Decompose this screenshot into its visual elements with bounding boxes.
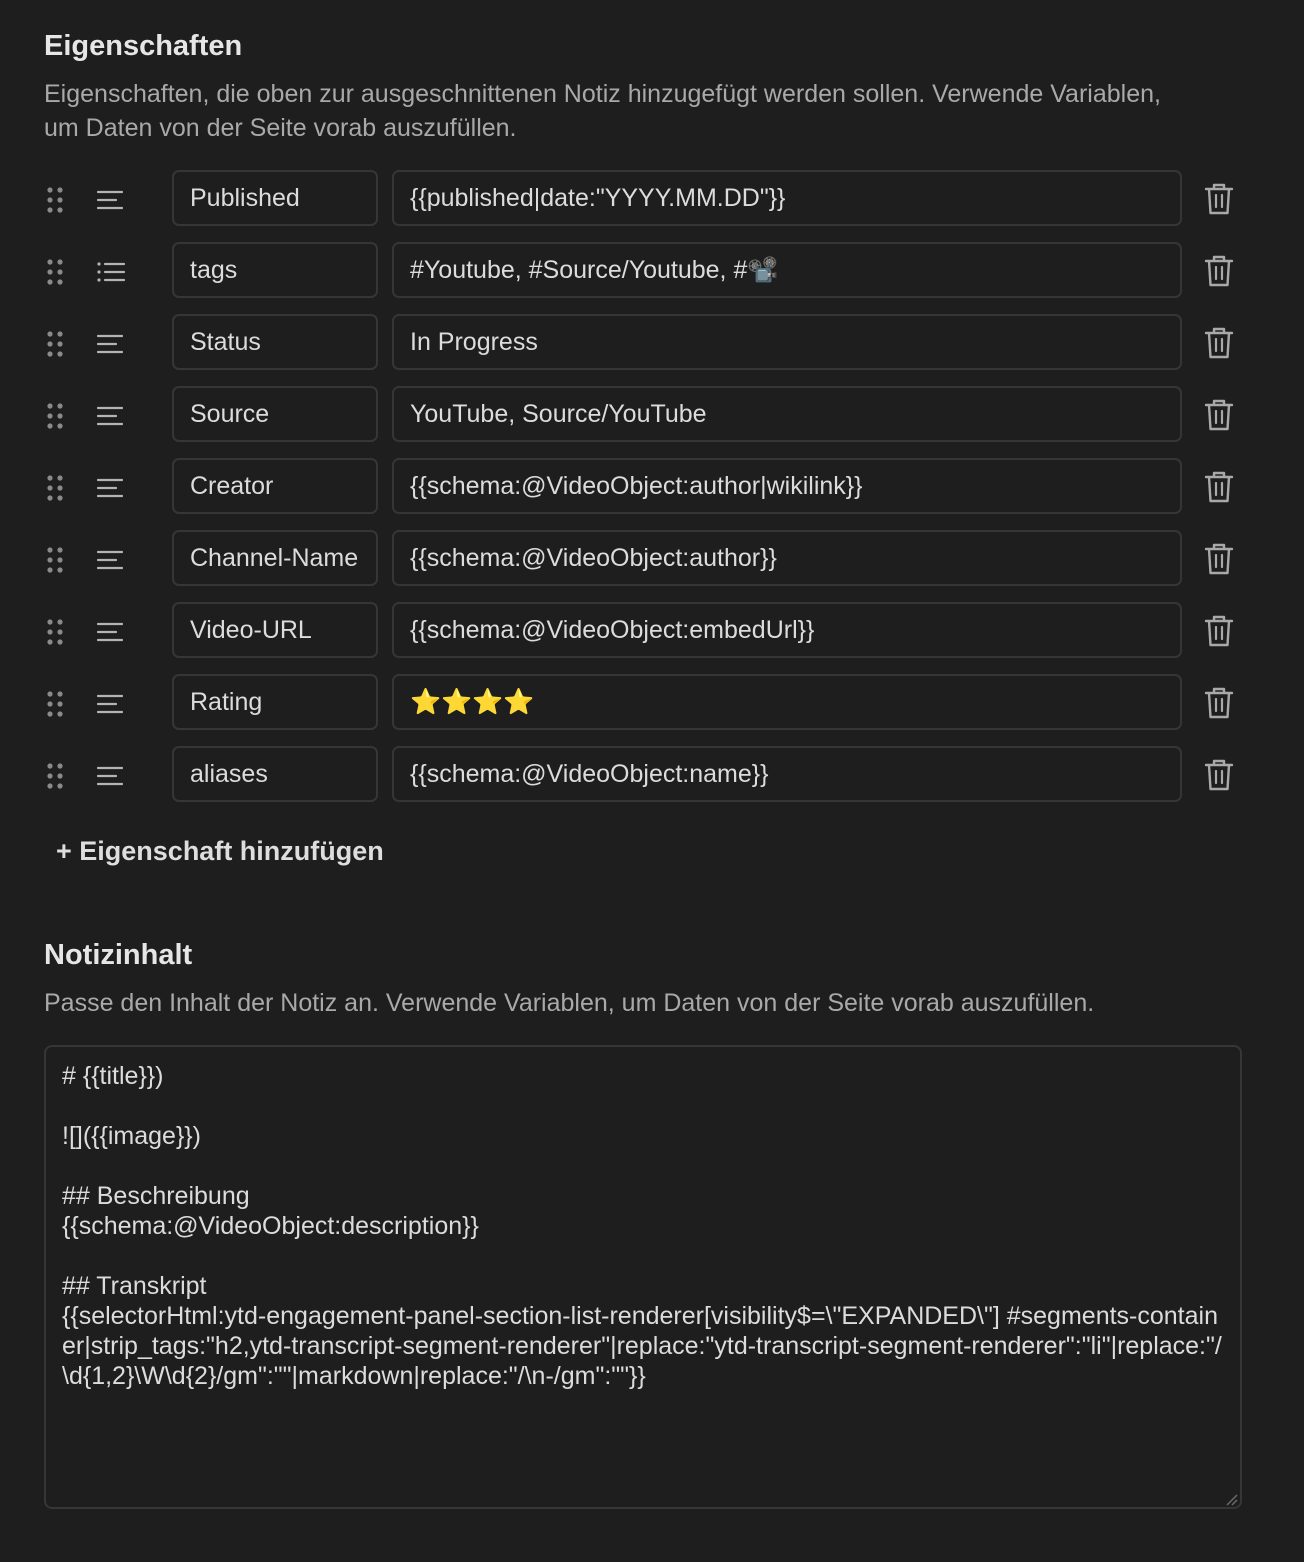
text-type-icon[interactable] bbox=[94, 760, 128, 792]
property-key-input[interactable] bbox=[172, 746, 378, 802]
text-type-icon[interactable] bbox=[94, 472, 128, 504]
property-key-input[interactable] bbox=[172, 530, 378, 586]
property-key-input[interactable] bbox=[172, 386, 378, 442]
property-value-input[interactable] bbox=[392, 386, 1182, 442]
property-row bbox=[0, 386, 1304, 446]
properties-section-title: Eigenschaften bbox=[44, 30, 243, 62]
property-value-input[interactable] bbox=[392, 746, 1182, 802]
property-row bbox=[0, 458, 1304, 518]
text-type-icon[interactable] bbox=[94, 544, 128, 576]
properties-section-description: Eigenschaften, die oben zur ausgeschnittenen Notiz hinzugefügt werden sollen. Verwende Variablen, um Daten von der Seite vorab auszufüllen. bbox=[44, 80, 1161, 142]
property-row bbox=[0, 530, 1304, 590]
property-row bbox=[0, 674, 1304, 734]
list-type-icon[interactable] bbox=[94, 256, 128, 288]
drag-handle-icon[interactable] bbox=[46, 690, 64, 718]
property-key-input[interactable] bbox=[172, 170, 378, 226]
property-value-input[interactable] bbox=[392, 530, 1182, 586]
property-key-input[interactable] bbox=[172, 458, 378, 514]
property-value-input[interactable] bbox=[392, 458, 1182, 514]
property-row bbox=[0, 170, 1304, 230]
trash-icon[interactable] bbox=[1203, 614, 1235, 648]
content-section-title: Notizinhalt bbox=[44, 939, 193, 971]
content-section-description: Passe den Inhalt der Notiz an. Verwende Variablen, um Daten von der Seite vorab auszufüllen. bbox=[44, 989, 1095, 1017]
trash-icon[interactable] bbox=[1203, 182, 1235, 216]
property-row bbox=[0, 314, 1304, 374]
drag-handle-icon[interactable] bbox=[46, 186, 64, 214]
trash-icon[interactable] bbox=[1203, 470, 1235, 504]
trash-icon[interactable] bbox=[1203, 398, 1235, 432]
trash-icon[interactable] bbox=[1203, 326, 1235, 360]
property-value-input[interactable] bbox=[392, 314, 1182, 370]
trash-icon[interactable] bbox=[1203, 542, 1235, 576]
property-key-input[interactable] bbox=[172, 242, 378, 298]
property-value-input[interactable] bbox=[392, 674, 1182, 730]
property-row bbox=[0, 746, 1304, 806]
property-row bbox=[0, 242, 1304, 302]
trash-icon[interactable] bbox=[1203, 758, 1235, 792]
property-value-input[interactable] bbox=[392, 242, 1182, 298]
property-key-input[interactable] bbox=[172, 314, 378, 370]
drag-handle-icon[interactable] bbox=[46, 618, 64, 646]
text-type-icon[interactable] bbox=[94, 688, 128, 720]
property-value-input[interactable] bbox=[392, 170, 1182, 226]
property-key-input[interactable] bbox=[172, 674, 378, 730]
text-type-icon[interactable] bbox=[94, 328, 128, 360]
text-type-icon[interactable] bbox=[94, 184, 128, 216]
text-type-icon[interactable] bbox=[94, 400, 128, 432]
property-key-input[interactable] bbox=[172, 602, 378, 658]
property-row bbox=[0, 602, 1304, 662]
text-type-icon[interactable] bbox=[94, 616, 128, 648]
drag-handle-icon[interactable] bbox=[46, 474, 64, 502]
note-content-textarea[interactable] bbox=[44, 1045, 1242, 1509]
trash-icon[interactable] bbox=[1203, 686, 1235, 720]
drag-handle-icon[interactable] bbox=[46, 402, 64, 430]
trash-icon[interactable] bbox=[1203, 254, 1235, 288]
drag-handle-icon[interactable] bbox=[46, 546, 64, 574]
property-value-input[interactable] bbox=[392, 602, 1182, 658]
drag-handle-icon[interactable] bbox=[46, 330, 64, 358]
drag-handle-icon[interactable] bbox=[46, 258, 64, 286]
drag-handle-icon[interactable] bbox=[46, 762, 64, 790]
add-property-button[interactable]: + Eigenschaft hinzufügen bbox=[56, 836, 384, 866]
resize-grip-icon[interactable] bbox=[1224, 1492, 1238, 1506]
